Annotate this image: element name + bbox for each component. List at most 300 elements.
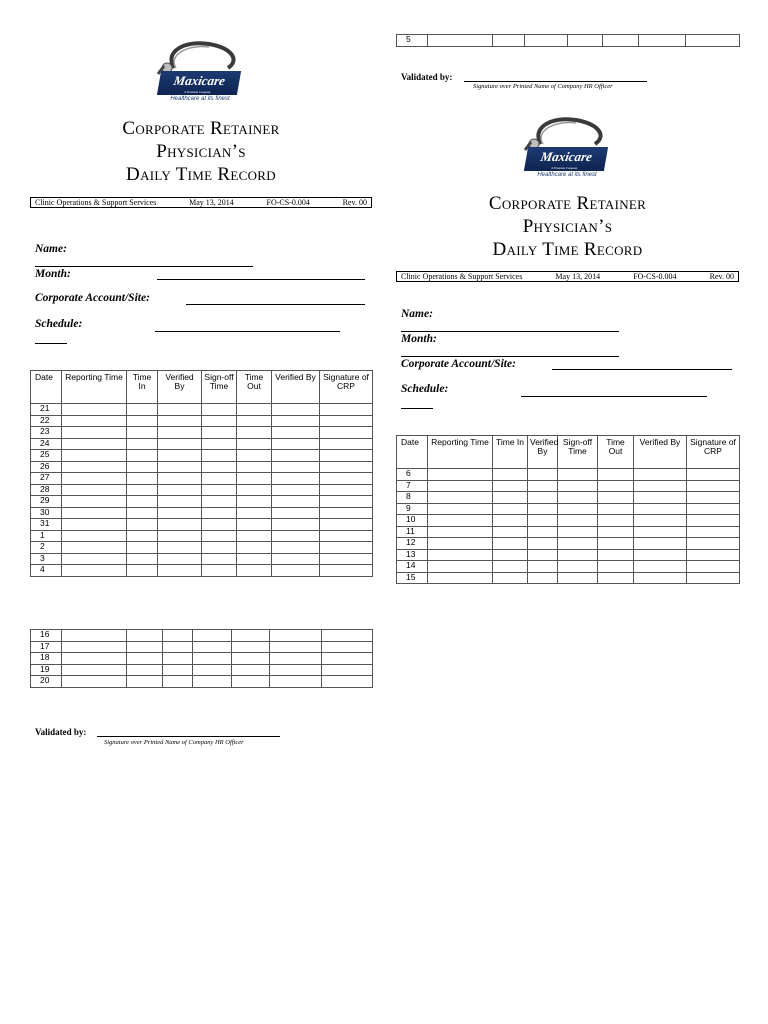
entry-cell[interactable]: [202, 519, 237, 531]
date-cell: 17: [31, 641, 62, 653]
month-label-right: Month:: [401, 333, 437, 345]
date-cell: 23: [31, 427, 62, 439]
col-time-in: Time In: [127, 371, 158, 404]
entry-cell[interactable]: [272, 496, 320, 508]
date-cell: 10: [397, 515, 428, 527]
entry-cell[interactable]: [428, 503, 493, 515]
validated-by-signature-line-right[interactable]: [464, 81, 647, 82]
entry-cell[interactable]: [127, 415, 158, 427]
date-cell: 14: [397, 561, 428, 573]
form-revision: Rev. 00: [342, 198, 367, 207]
date-cell: 7: [397, 480, 428, 492]
entry-cell[interactable]: [237, 565, 272, 577]
entry-cell[interactable]: [127, 496, 158, 508]
entry-cell[interactable]: [528, 469, 558, 481]
table-row: [31, 542, 373, 554]
entry-cell[interactable]: [634, 480, 687, 492]
time-record-table-left: [30, 370, 373, 577]
entry-cell[interactable]: [158, 473, 202, 485]
table-row: [31, 404, 373, 416]
date-cell: 27: [31, 473, 62, 485]
entry-cell[interactable]: [598, 469, 634, 481]
entry-cell[interactable]: [493, 515, 528, 527]
entry-cell[interactable]: [493, 538, 528, 550]
entry-cell[interactable]: [558, 515, 598, 527]
entry-cell[interactable]: [237, 553, 272, 565]
entry-cell[interactable]: [272, 427, 320, 439]
entry-cell[interactable]: [528, 572, 558, 584]
entry-cell[interactable]: [568, 35, 603, 47]
entry-cell[interactable]: [193, 676, 232, 688]
table-row: [397, 469, 740, 481]
entry-cell[interactable]: [127, 565, 158, 577]
entry-cell[interactable]: [237, 530, 272, 542]
entry-cell[interactable]: [127, 438, 158, 450]
entry-cell[interactable]: [320, 519, 373, 531]
entry-cell[interactable]: [320, 542, 373, 554]
entry-cell[interactable]: [62, 565, 127, 577]
entry-cell[interactable]: [62, 641, 127, 653]
entry-cell[interactable]: [634, 526, 687, 538]
entry-cell[interactable]: [62, 427, 127, 439]
entry-cell[interactable]: [127, 641, 163, 653]
entry-cell[interactable]: [687, 538, 740, 550]
entry-cell[interactable]: [320, 484, 373, 496]
entry-cell[interactable]: [272, 565, 320, 577]
date-cell: 11: [397, 526, 428, 538]
entry-cell[interactable]: [62, 461, 127, 473]
entry-cell[interactable]: [558, 549, 598, 561]
table-row: [31, 519, 373, 531]
date-cell: 16: [31, 630, 62, 642]
entry-cell[interactable]: [428, 549, 493, 561]
entry-cell[interactable]: [62, 542, 127, 554]
entry-cell[interactable]: [202, 404, 237, 416]
entry-cell[interactable]: [270, 653, 322, 665]
date-cell: 28: [31, 484, 62, 496]
entry-cell[interactable]: [272, 415, 320, 427]
entry-cell[interactable]: [558, 469, 598, 481]
entry-cell[interactable]: [525, 35, 568, 47]
entry-cell[interactable]: [322, 630, 373, 642]
entry-cell[interactable]: [528, 526, 558, 538]
col-verified-by: Verified By: [158, 371, 202, 404]
entry-cell[interactable]: [158, 415, 202, 427]
entry-cell[interactable]: [62, 438, 127, 450]
form-title: [30, 117, 372, 186]
entry-cell[interactable]: [322, 641, 373, 653]
entry-cell[interactable]: [634, 492, 687, 504]
date-cell: 9: [397, 503, 428, 515]
entry-cell[interactable]: [634, 515, 687, 527]
entry-cell[interactable]: [237, 496, 272, 508]
entry-cell[interactable]: [493, 572, 528, 584]
entry-cell[interactable]: [428, 538, 493, 550]
entry-cell[interactable]: [163, 630, 193, 642]
entry-cell[interactable]: [493, 469, 528, 481]
validated-by-signature-line[interactable]: [97, 736, 280, 737]
entry-cell[interactable]: [320, 461, 373, 473]
entry-cell[interactable]: [127, 404, 158, 416]
entry-cell[interactable]: [237, 473, 272, 485]
entry-cell[interactable]: [272, 461, 320, 473]
date-cell: 25: [31, 450, 62, 462]
table-row: [397, 515, 740, 527]
entry-cell[interactable]: [202, 542, 237, 554]
entry-cell[interactable]: [237, 542, 272, 554]
col-sign-off-time: Sign-off Time: [202, 371, 237, 404]
entry-cell[interactable]: [127, 530, 158, 542]
entry-cell[interactable]: [62, 415, 127, 427]
table-row: [397, 35, 740, 47]
entry-cell[interactable]: [127, 553, 158, 565]
entry-cell[interactable]: [237, 438, 272, 450]
entry-cell[interactable]: [320, 473, 373, 485]
entry-cell[interactable]: [320, 415, 373, 427]
entry-cell[interactable]: [127, 519, 158, 531]
entry-cell[interactable]: [634, 561, 687, 573]
entry-cell[interactable]: [158, 450, 202, 462]
title-line-3: Daily Time Record: [492, 239, 643, 260]
entry-cell[interactable]: [232, 630, 270, 642]
entry-cell[interactable]: [320, 553, 373, 565]
entry-cell[interactable]: [634, 538, 687, 550]
entry-cell[interactable]: [232, 641, 270, 653]
date-cell: 21: [31, 404, 62, 416]
date-cell: 6: [397, 469, 428, 481]
entry-cell[interactable]: [272, 473, 320, 485]
entry-cell[interactable]: [158, 530, 202, 542]
corporate-account-field-right[interactable]: [552, 369, 732, 370]
entry-cell[interactable]: [687, 515, 740, 527]
entry-cell[interactable]: [686, 35, 740, 47]
entry-cell[interactable]: [598, 480, 634, 492]
entry-cell[interactable]: [320, 427, 373, 439]
entry-cell[interactable]: [232, 653, 270, 665]
entry-cell[interactable]: [193, 630, 232, 642]
entry-cell[interactable]: [322, 653, 373, 665]
entry-cell[interactable]: [202, 530, 237, 542]
entry-cell[interactable]: [493, 35, 525, 47]
entry-cell[interactable]: [158, 553, 202, 565]
entry-cell[interactable]: [158, 565, 202, 577]
entry-cell[interactable]: [62, 664, 127, 676]
entry-cell[interactable]: [493, 561, 528, 573]
date-cell: 22: [31, 415, 62, 427]
date-cell: 24: [31, 438, 62, 450]
entry-cell[interactable]: [202, 438, 237, 450]
entry-cell[interactable]: [158, 461, 202, 473]
entry-cell[interactable]: [158, 507, 202, 519]
entry-cell[interactable]: [158, 404, 202, 416]
entry-cell[interactable]: [62, 519, 127, 531]
entry-cell[interactable]: [272, 553, 320, 565]
entry-cell[interactable]: [558, 526, 598, 538]
schedule-field-right[interactable]: [521, 396, 707, 397]
entry-cell[interactable]: [237, 484, 272, 496]
entry-cell[interactable]: [528, 549, 558, 561]
entry-cell[interactable]: [62, 676, 127, 688]
entry-cell[interactable]: [237, 404, 272, 416]
entry-cell[interactable]: [558, 561, 598, 573]
entry-cell[interactable]: [528, 503, 558, 515]
entry-cell[interactable]: [603, 35, 639, 47]
entry-cell[interactable]: [558, 572, 598, 584]
entry-cell[interactable]: [528, 538, 558, 550]
entry-cell[interactable]: [598, 572, 634, 584]
brand-subtitle: A Premium Company: [183, 90, 212, 94]
entry-cell[interactable]: [428, 572, 493, 584]
entry-cell[interactable]: [158, 542, 202, 554]
entry-cell[interactable]: [163, 653, 193, 665]
title-line-1: Corporate Retainer: [122, 118, 280, 139]
entry-cell[interactable]: [127, 653, 163, 665]
title-line-1: Corporate Retainer: [488, 193, 647, 214]
entry-cell[interactable]: [127, 461, 158, 473]
entry-cell[interactable]: [558, 492, 598, 504]
entry-cell[interactable]: [687, 526, 740, 538]
entry-cell[interactable]: [202, 461, 237, 473]
col-date: Date: [397, 436, 428, 469]
date-cell: 29: [31, 496, 62, 508]
entry-cell[interactable]: [237, 461, 272, 473]
table-row: [31, 553, 373, 565]
table-row: [31, 461, 373, 473]
entry-cell[interactable]: [528, 561, 558, 573]
table-row: [31, 450, 373, 462]
entry-cell[interactable]: [272, 530, 320, 542]
entry-cell[interactable]: [270, 641, 322, 653]
entry-cell[interactable]: [639, 35, 686, 47]
entry-cell[interactable]: [687, 561, 740, 573]
entry-cell[interactable]: [598, 538, 634, 550]
entry-cell[interactable]: [127, 664, 163, 676]
entry-cell[interactable]: [687, 469, 740, 481]
entry-cell[interactable]: [127, 507, 158, 519]
schedule-field[interactable]: [155, 331, 340, 332]
entry-cell[interactable]: [193, 641, 232, 653]
entry-cell[interactable]: [202, 484, 237, 496]
entry-cell[interactable]: [634, 503, 687, 515]
department-text: Clinic Operations & Support Services: [401, 272, 523, 281]
entry-cell[interactable]: [320, 507, 373, 519]
name-label: Name:: [35, 243, 67, 255]
entry-cell[interactable]: [202, 507, 237, 519]
entry-cell[interactable]: [158, 496, 202, 508]
entry-cell[interactable]: [493, 492, 528, 504]
entry-cell[interactable]: [428, 526, 493, 538]
time-record-table-left-lower: [30, 629, 373, 688]
entry-cell[interactable]: [634, 469, 687, 481]
entry-cell[interactable]: [237, 507, 272, 519]
signature-note-right: Signature over Printed Name of Company HR Officer: [473, 83, 613, 90]
entry-cell[interactable]: [237, 415, 272, 427]
time-record-table-right: [396, 435, 740, 584]
entry-cell[interactable]: [62, 507, 127, 519]
entry-cell[interactable]: [62, 484, 127, 496]
col-sign-off-time: Sign-off Time: [558, 436, 598, 469]
entry-cell[interactable]: [634, 549, 687, 561]
entry-cell[interactable]: [62, 553, 127, 565]
entry-cell[interactable]: [598, 549, 634, 561]
entry-cell[interactable]: [127, 542, 158, 554]
table-row: [31, 641, 373, 653]
entry-cell[interactable]: [202, 553, 237, 565]
date-cell: 5: [397, 35, 428, 47]
entry-cell[interactable]: [272, 438, 320, 450]
entry-cell[interactable]: [598, 515, 634, 527]
col-verified-by-2: Verified By: [272, 371, 320, 404]
entry-cell[interactable]: [272, 450, 320, 462]
month-field[interactable]: [157, 279, 365, 280]
entry-cell[interactable]: [237, 450, 272, 462]
entry-cell[interactable]: [320, 530, 373, 542]
entry-cell[interactable]: [493, 503, 528, 515]
entry-cell[interactable]: [687, 480, 740, 492]
table-row: [31, 415, 373, 427]
entry-cell[interactable]: [428, 35, 493, 47]
entry-cell[interactable]: [320, 438, 373, 450]
entry-cell[interactable]: [62, 450, 127, 462]
entry-cell[interactable]: [428, 561, 493, 573]
entry-cell[interactable]: [127, 676, 163, 688]
entry-cell[interactable]: [558, 503, 598, 515]
entry-cell[interactable]: [193, 664, 232, 676]
entry-cell[interactable]: [528, 492, 558, 504]
entry-cell[interactable]: [127, 484, 158, 496]
entry-cell[interactable]: [320, 450, 373, 462]
entry-cell[interactable]: [428, 480, 493, 492]
table-row: [31, 630, 373, 642]
entry-cell[interactable]: [202, 473, 237, 485]
brand-subtitle: A Premium Company: [550, 166, 579, 170]
entry-cell[interactable]: [202, 450, 237, 462]
entry-cell[interactable]: [428, 492, 493, 504]
entry-cell[interactable]: [493, 549, 528, 561]
entry-cell[interactable]: [687, 492, 740, 504]
entry-cell[interactable]: [528, 480, 558, 492]
department-text: Clinic Operations & Support Services: [35, 198, 157, 207]
entry-cell[interactable]: [127, 427, 158, 439]
entry-cell[interactable]: [127, 630, 163, 642]
entry-cell[interactable]: [62, 404, 127, 416]
entry-cell[interactable]: [270, 664, 322, 676]
entry-cell[interactable]: [687, 503, 740, 515]
entry-cell[interactable]: [163, 641, 193, 653]
name-field[interactable]: [35, 266, 253, 267]
entry-cell[interactable]: [528, 515, 558, 527]
entry-cell[interactable]: [232, 676, 270, 688]
corporate-account-label: Corporate Account/Site:: [35, 292, 150, 304]
entry-cell[interactable]: [62, 630, 127, 642]
entry-cell[interactable]: [322, 664, 373, 676]
date-cell: 18: [31, 653, 62, 665]
form-info-bar-right: [396, 271, 739, 282]
entry-cell[interactable]: [272, 507, 320, 519]
entry-cell[interactable]: [558, 480, 598, 492]
name-label-right: Name:: [401, 308, 433, 320]
entry-cell[interactable]: [272, 484, 320, 496]
entry-cell[interactable]: [237, 427, 272, 439]
form-info-bar: [30, 197, 372, 208]
entry-cell[interactable]: [428, 515, 493, 527]
date-cell: 12: [397, 538, 428, 550]
date-cell: 13: [397, 549, 428, 561]
entry-cell[interactable]: [158, 438, 202, 450]
schedule-field-continued[interactable]: [35, 343, 67, 344]
form-code: FO-CS-0.004: [266, 198, 310, 207]
entry-cell[interactable]: [202, 565, 237, 577]
corporate-account-field[interactable]: [186, 304, 365, 305]
entry-cell[interactable]: [687, 572, 740, 584]
title-line-2: Physician’s: [156, 141, 246, 162]
entry-cell[interactable]: [202, 427, 237, 439]
entry-cell[interactable]: [62, 653, 127, 665]
entry-cell[interactable]: [62, 496, 127, 508]
month-field-right[interactable]: [401, 356, 619, 357]
entry-cell[interactable]: [320, 496, 373, 508]
entry-cell[interactable]: [270, 676, 322, 688]
date-cell: 19: [31, 664, 62, 676]
form-title-right: [396, 192, 739, 261]
entry-cell[interactable]: [202, 415, 237, 427]
date-cell: 26: [31, 461, 62, 473]
name-field-right[interactable]: [401, 331, 619, 332]
entry-cell[interactable]: [428, 469, 493, 481]
entry-cell[interactable]: [634, 572, 687, 584]
validated-by-label-right: Validated by:: [401, 72, 453, 82]
date-cell: 3: [31, 553, 62, 565]
entry-cell[interactable]: [232, 664, 270, 676]
col-signature-crp: Signature of CRP: [687, 436, 740, 469]
entry-cell[interactable]: [322, 676, 373, 688]
entry-cell[interactable]: [163, 664, 193, 676]
entry-cell[interactable]: [598, 492, 634, 504]
entry-cell[interactable]: [127, 450, 158, 462]
entry-cell[interactable]: [598, 526, 634, 538]
entry-cell[interactable]: [62, 530, 127, 542]
entry-cell[interactable]: [193, 653, 232, 665]
entry-cell[interactable]: [62, 473, 127, 485]
table-row: [397, 561, 740, 573]
entry-cell[interactable]: [270, 630, 322, 642]
date-cell: 20: [31, 676, 62, 688]
entry-cell[interactable]: [158, 484, 202, 496]
form-revision: Rev. 00: [709, 272, 734, 281]
entry-cell[interactable]: [320, 404, 373, 416]
entry-cell[interactable]: [163, 676, 193, 688]
entry-cell[interactable]: [272, 542, 320, 554]
entry-cell[interactable]: [202, 496, 237, 508]
entry-cell[interactable]: [158, 427, 202, 439]
col-date: Date: [31, 371, 62, 404]
date-cell: 31: [31, 519, 62, 531]
entry-cell[interactable]: [158, 519, 202, 531]
entry-cell[interactable]: [558, 538, 598, 550]
date-cell: 8: [397, 492, 428, 504]
entry-cell[interactable]: [493, 526, 528, 538]
schedule-field-continued-right[interactable]: [401, 408, 433, 409]
entry-cell[interactable]: [598, 503, 634, 515]
entry-cell[interactable]: [687, 549, 740, 561]
entry-cell[interactable]: [272, 404, 320, 416]
entry-cell[interactable]: [598, 561, 634, 573]
entry-cell[interactable]: [237, 519, 272, 531]
entry-cell[interactable]: [493, 480, 528, 492]
entry-cell[interactable]: [320, 565, 373, 577]
entry-cell[interactable]: [127, 473, 158, 485]
entry-cell[interactable]: [272, 519, 320, 531]
